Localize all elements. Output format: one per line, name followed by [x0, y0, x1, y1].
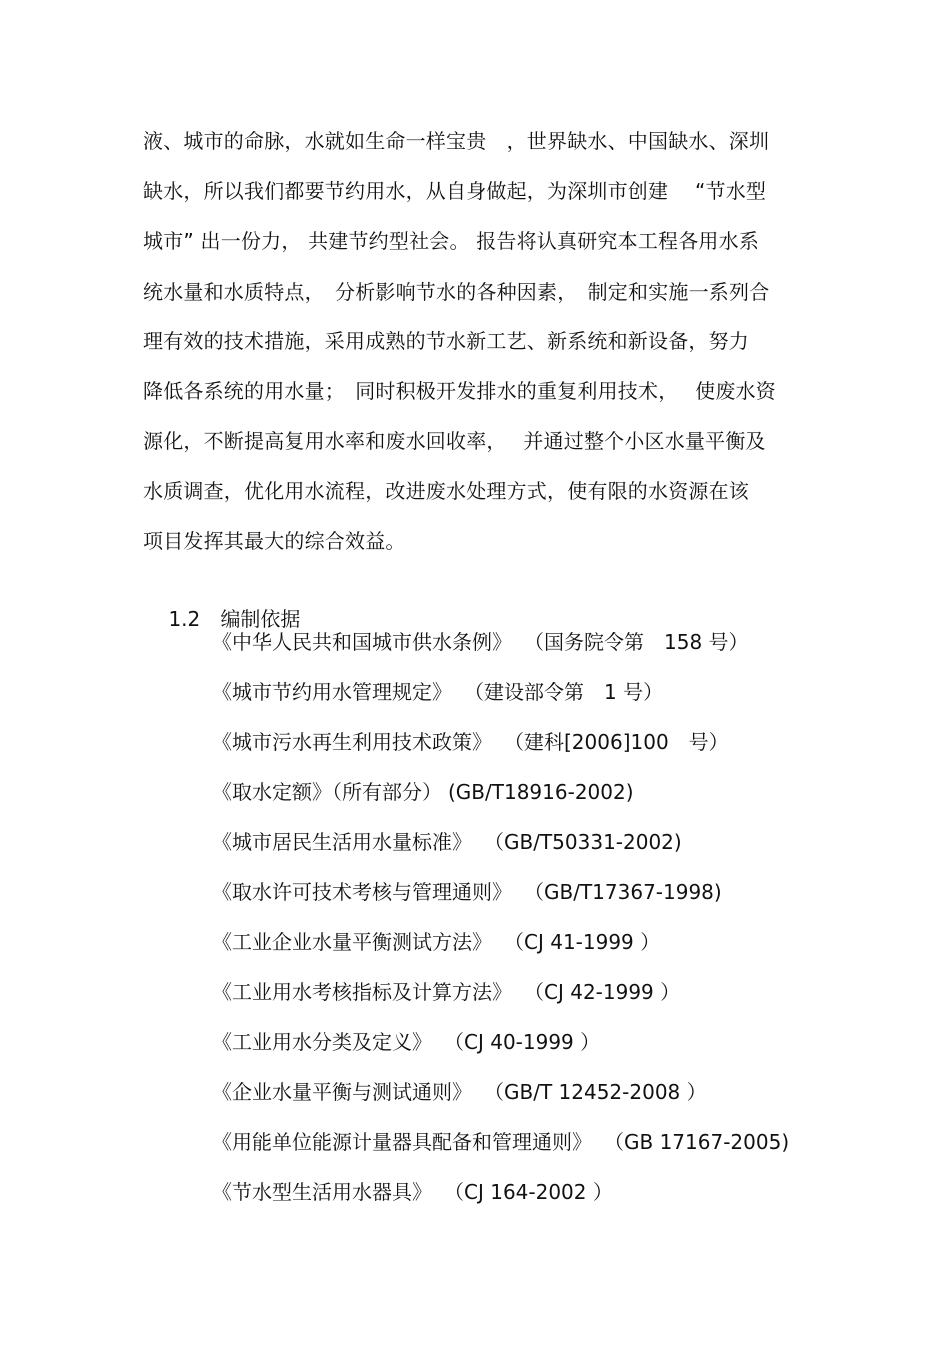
reference-item: [212, 979, 680, 1005]
reference-item: [212, 729, 729, 755]
paragraph-line: 理有效的技术措施，采用成熟的节水新工艺、新系统和新设备，努力: [143, 329, 749, 353]
reference-item: [212, 1029, 600, 1055]
reference-title: 《城市居民生活用水量标准》: [212, 830, 472, 854]
paragraph-line: 水质调查，优化用水流程，改进废水处理方式，使有限的水资源在该: [143, 479, 749, 503]
paragraph-line: 液、城市的命脉，水就如生命一样宝贵 ，世界缺水、中国缺水、深圳: [143, 129, 770, 153]
reference-code: （GB/T17367-1998): [534, 880, 722, 904]
reference-code: （CJ 40-1999 ）: [454, 1030, 601, 1054]
reference-code: （GB/T50331-2002): [494, 830, 682, 854]
paragraph-line: 源化，不断提高复用水率和废水回收率， 并通过整个小区水量平衡及: [143, 429, 766, 453]
reference-item: [212, 779, 634, 805]
reference-code: （GB 17167-2005): [614, 1130, 790, 1154]
reference-item: [212, 1179, 613, 1205]
section-number: 1.2: [168, 607, 201, 631]
reference-title: 《工业企业水量平衡测试方法》: [212, 930, 492, 954]
reference-code: （国务院令第 158 号）: [534, 630, 749, 654]
reference-title: 《取水许可技术考核与管理通则》: [212, 880, 512, 904]
paragraph-line: 城市” 出一份力， 共建节约型社会。 报告将认真研究本工程各用水系: [143, 229, 760, 253]
reference-title: 《城市污水再生利用技术政策》: [212, 730, 492, 754]
reference-item: [212, 629, 749, 655]
reference-title: 《中华人民共和国城市供水条例》: [212, 630, 512, 654]
reference-code: （CJ 164-2002 ）: [454, 1180, 613, 1204]
paragraph-line: 降低各系统的用水量； 同时积极开发排水的重复利用技术， 使废水资: [143, 379, 776, 403]
reference-title: 《用能单位能源计量器具配备和管理通则》: [212, 1130, 592, 1154]
reference-title: 《节水型生活用水器具》: [212, 1180, 432, 1204]
reference-item: [212, 1079, 707, 1105]
reference-code: （CJ 42-1999 ）: [534, 980, 681, 1004]
reference-title: 《工业用水考核指标及计算方法》: [212, 980, 512, 1004]
reference-item: [212, 929, 660, 955]
reference-title: 《取水定额》（所有部分）: [212, 780, 442, 804]
reference-code: （GB/T 12452-2008 ）: [494, 1080, 707, 1104]
reference-item: [212, 1129, 789, 1155]
reference-item: [212, 679, 663, 705]
reference-item: [212, 879, 722, 905]
reference-title: 《城市节约用水管理规定》: [212, 680, 452, 704]
paragraph-line: 统水量和水质特点， 分析影响节水的各种因素， 制定和实施一系列合: [143, 280, 770, 304]
paragraph-line: 缺水，所以我们都要节约用水，从自身做起，为深圳市创建 “节水型: [143, 179, 767, 203]
reference-title: 《工业用水分类及定义》: [212, 1030, 432, 1054]
section-title: 编制依据: [220, 607, 301, 631]
reference-code: （建科[2006]100 号）: [514, 730, 729, 754]
reference-code: （CJ 41-1999 ）: [514, 930, 661, 954]
reference-item: [212, 829, 682, 855]
paragraph-line: 项目发挥其最大的综合效益。: [143, 529, 406, 553]
reference-code: （建设部令第 1 号）: [474, 680, 664, 704]
reference-title: 《企业水量平衡与测试通则》: [212, 1080, 472, 1104]
reference-code: (GB/T18916-2002): [448, 780, 634, 804]
